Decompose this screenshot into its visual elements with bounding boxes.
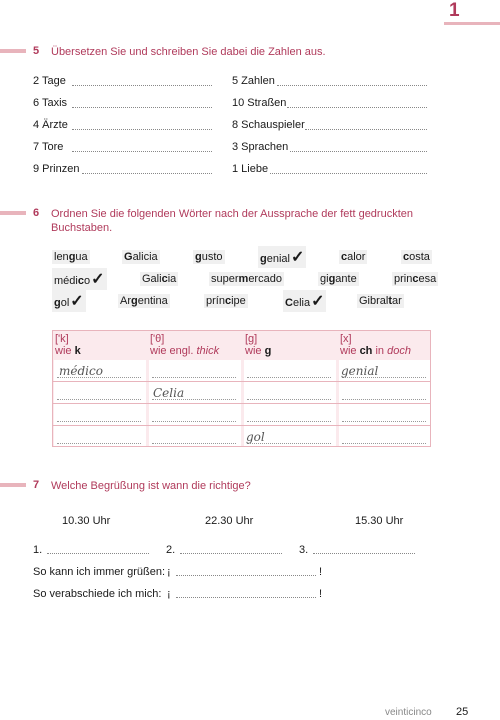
item-right-3: 8 Schauspieler — [232, 119, 305, 131]
write-line[interactable] — [57, 443, 141, 444]
word-chip: príncipe — [206, 295, 246, 307]
word-chip: gol✓ — [52, 290, 86, 312]
closing-mark: ! — [319, 588, 323, 600]
farewell-answer-line[interactable] — [176, 597, 316, 598]
section-bar-6 — [0, 211, 26, 215]
write-line[interactable] — [342, 399, 426, 400]
word-chip: Galicia — [142, 273, 177, 285]
item-right-2: 10 Straßen — [232, 97, 287, 109]
answer-line[interactable] — [180, 553, 282, 554]
item-left-4: 7 Tore — [33, 141, 64, 153]
exercise-number-6: 6 — [33, 207, 40, 219]
item-left-1: 2 Tage — [33, 75, 66, 87]
check-icon: ✓ — [91, 271, 105, 288]
column-header-g: [g] wie g — [245, 333, 272, 357]
word-chip: calor — [341, 251, 366, 263]
write-line[interactable] — [342, 443, 426, 444]
time-label: 22.30 Uhr — [205, 515, 254, 527]
exercise-title-5: Übersetzen Sie und schreiben Sie dabei die Zahlen aus. — [51, 46, 326, 58]
answer-line[interactable] — [82, 173, 212, 174]
answer-line[interactable] — [305, 129, 427, 130]
word-chip: gusto — [195, 251, 223, 263]
item-right-4: 3 Sprachen — [232, 141, 289, 153]
column-header-k: ['k] wie k — [55, 333, 81, 357]
check-icon: ✓ — [290, 249, 305, 266]
exercise-title-7: Welche Begrüßung ist wann die richtige? — [51, 480, 251, 492]
opening-mark: ¡ — [167, 588, 171, 600]
answer-line[interactable] — [287, 107, 427, 108]
word-chip: lengua — [54, 251, 88, 263]
word-chip: supermercado — [211, 273, 282, 285]
row-divider — [53, 381, 430, 382]
write-line[interactable] — [247, 399, 331, 400]
word-chip: gigante — [320, 273, 357, 285]
word-chip: costa — [403, 251, 430, 263]
column-header-theta: ['θ] wie engl. thick — [150, 333, 220, 357]
greeting-label: So kann ich immer grüßen: — [33, 566, 166, 578]
write-line[interactable] — [247, 421, 331, 422]
handwritten-answer: genial — [341, 364, 379, 378]
closing-mark: ! — [319, 566, 323, 578]
word-chip: Gibraltar — [359, 295, 402, 307]
time-label: 15.30 Uhr — [355, 515, 404, 527]
item-left-5: 9 Prinzen — [33, 163, 80, 175]
answer-line[interactable] — [270, 173, 427, 174]
write-line[interactable] — [57, 399, 141, 400]
exercise-number-7: 7 — [33, 479, 40, 491]
item-right-1: 5 Zahlen — [232, 75, 275, 87]
write-line[interactable] — [152, 443, 236, 444]
write-line[interactable] — [342, 421, 426, 422]
write-line[interactable] — [57, 421, 141, 422]
write-line[interactable] — [152, 421, 236, 422]
exercise-title-6-line1: Ordnen Sie die folgenden Wörter nach der Aussprache der fett gedruckten — [51, 208, 413, 220]
word-chip: genial✓ — [258, 246, 306, 268]
answer-line[interactable] — [277, 85, 427, 86]
word-chip: Argentina — [120, 295, 168, 307]
item-left-3: 4 Ärzte — [33, 119, 68, 131]
answer-line[interactable] — [72, 151, 212, 152]
word-chip: médico✓ — [52, 268, 107, 290]
greeting-answer-line[interactable] — [176, 575, 316, 576]
answer-line[interactable] — [290, 151, 427, 152]
time-label: 10.30 Uhr — [62, 515, 111, 527]
write-line[interactable] — [247, 377, 331, 378]
answer-number: 1. — [33, 544, 43, 556]
check-icon: ✓ — [70, 293, 84, 310]
answer-number: 3. — [299, 544, 309, 556]
check-icon: ✓ — [311, 293, 325, 310]
write-line[interactable] — [152, 377, 236, 378]
section-bar-7 — [0, 483, 26, 487]
exercise-title-6-line2: Buchstaben. — [51, 222, 113, 234]
answer-line[interactable] — [47, 553, 149, 554]
word-chip: Celia✓ — [283, 290, 326, 312]
chapter-number: 1 — [449, 0, 460, 21]
page-number: 25 — [456, 706, 469, 718]
opening-mark: ¡ — [167, 566, 171, 578]
word-chip: princesa — [394, 273, 437, 285]
answer-number: 2. — [166, 544, 176, 556]
answer-line[interactable] — [72, 107, 212, 108]
answer-line[interactable] — [72, 85, 212, 86]
farewell-label: So verabschiede ich mich: — [33, 588, 162, 600]
handwritten-answer: Celia — [153, 386, 185, 400]
handwritten-answer: gol — [246, 430, 265, 444]
item-left-2: 6 Taxis — [33, 97, 68, 109]
handwritten-answer: médico — [59, 364, 103, 378]
answer-line[interactable] — [313, 553, 415, 554]
row-divider — [53, 403, 430, 404]
column-header-x: [x] wie ch in doch — [340, 333, 411, 357]
item-right-5: 1 Liebe — [232, 163, 269, 175]
exercise-number-5: 5 — [33, 45, 40, 57]
pronunciation-table — [52, 330, 431, 447]
section-bar-5 — [0, 49, 26, 53]
row-divider — [53, 425, 430, 426]
word-chip: Galicia — [124, 251, 158, 263]
page-number-word: veinticinco — [385, 707, 432, 718]
answer-line[interactable] — [72, 129, 212, 130]
